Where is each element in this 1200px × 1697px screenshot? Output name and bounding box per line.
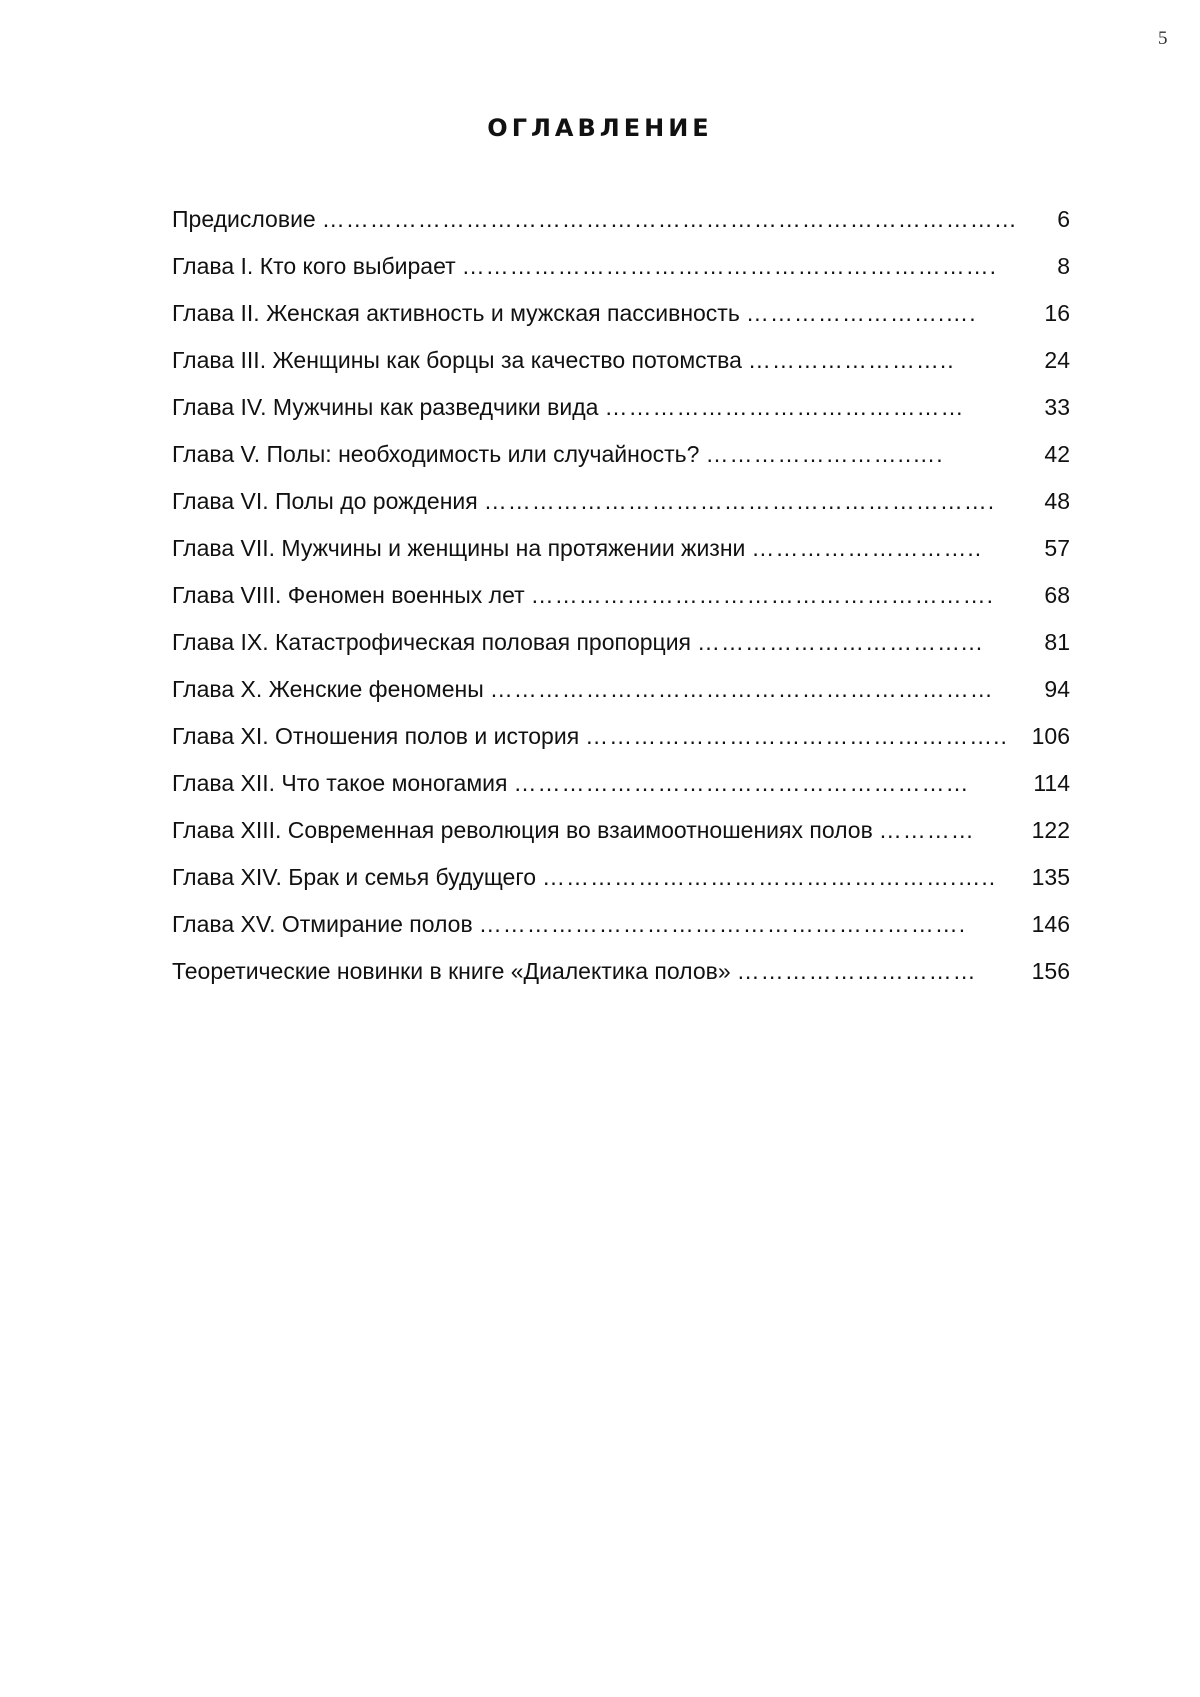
- toc-entry-title: Глава VII. Мужчины и женщины на протяжении жизни: [172, 525, 745, 572]
- toc-page-number: 24: [1044, 337, 1070, 384]
- toc-entry-title: Глава XIII. Современная революция во взаимоотношениях полов: [172, 807, 873, 854]
- toc-leader-dots: …………………………………………….…..: [542, 854, 1018, 901]
- toc-leader-dots: ………………………..: [751, 525, 1030, 572]
- toc-entry[interactable]: [172, 713, 1072, 760]
- toc-entry[interactable]: [172, 666, 1072, 713]
- toc-page-number: 156: [1032, 948, 1070, 995]
- toc-leader-dots: ……………………..….: [705, 431, 1030, 478]
- toc-entry-title: Глава V. Полы: необходимость или случайность?: [172, 431, 699, 478]
- toc-page-number: 146: [1032, 901, 1070, 948]
- toc-entry-title: Глава IV. Мужчины как разведчики вида: [172, 384, 598, 431]
- toc-entry[interactable]: [172, 478, 1072, 525]
- toc-leader-dots: ……………………………………………………….: [484, 478, 1031, 525]
- toc-entry-title: Предисловие: [172, 196, 316, 243]
- toc-entry[interactable]: [172, 337, 1072, 384]
- toc-entry[interactable]: [172, 619, 1072, 666]
- toc-leader-dots: ………………………………………………….: [531, 572, 1031, 619]
- toc-page-number: 6: [1057, 196, 1070, 243]
- toc-leader-dots: …………………………: [737, 948, 1018, 995]
- toc-page-number: 48: [1044, 478, 1070, 525]
- page-title: ОГЛАВЛЕНИЕ: [0, 114, 1200, 142]
- toc-entry-title: Глава IX. Катастрофическая половая пропорция: [172, 619, 691, 666]
- toc-leader-dots: …………………….….: [746, 290, 1031, 337]
- toc-entry[interactable]: [172, 854, 1072, 901]
- toc-entry-title: Глава VIII. Феномен военных лет: [172, 572, 525, 619]
- toc-entry[interactable]: [172, 290, 1072, 337]
- toc-page-number: 57: [1044, 525, 1070, 572]
- toc-page-number: 122: [1032, 807, 1070, 854]
- toc-leader-dots: …………………………………………………….: [479, 901, 1018, 948]
- toc-page-number: 33: [1044, 384, 1070, 431]
- toc-entry-title: Теоретические новинки в книге «Диалектика полов»: [172, 948, 731, 995]
- toc-entry-title: Глава III. Женщины как борцы за качество потомства: [172, 337, 742, 384]
- toc-leader-dots: ………………………………………………………: [490, 666, 1031, 713]
- toc-entry[interactable]: [172, 572, 1072, 619]
- toc-entry[interactable]: [172, 901, 1072, 948]
- toc-leader-dots: ………………………………………………………….: [462, 243, 1044, 290]
- toc-leader-dots: …………………………………………………: [513, 760, 1019, 807]
- toc-entry[interactable]: [172, 948, 1072, 995]
- toc-leader-dots: ……………………………………………..: [585, 713, 1017, 760]
- toc-leader-dots: ……………………………...: [697, 619, 1030, 666]
- toc-page-number: 81: [1044, 619, 1070, 666]
- toc-entry[interactable]: [172, 760, 1072, 807]
- toc-entry[interactable]: [172, 384, 1072, 431]
- toc-entry[interactable]: [172, 807, 1072, 854]
- toc-page-number: 114: [1033, 760, 1070, 807]
- toc-entry[interactable]: [172, 196, 1072, 243]
- toc-entry[interactable]: [172, 431, 1072, 478]
- toc-page-number: 94: [1044, 666, 1070, 713]
- table-of-contents: [172, 196, 1072, 995]
- toc-page-number: 42: [1044, 431, 1070, 478]
- toc-page-number: 16: [1044, 290, 1070, 337]
- toc-entry[interactable]: [172, 243, 1072, 290]
- toc-entry-title: Глава X. Женские феномены: [172, 666, 484, 713]
- toc-page-number: 135: [1032, 854, 1070, 901]
- toc-entry-title: Глава II. Женская активность и мужская пассивность: [172, 290, 740, 337]
- page-number: 5: [1158, 28, 1188, 50]
- toc-entry-title: Глава XI. Отношения полов и история: [172, 713, 579, 760]
- toc-leader-dots: ……………………..: [748, 337, 1030, 384]
- toc-entry-title: Глава XV. Отмирание полов: [172, 901, 473, 948]
- toc-page-number: 68: [1044, 572, 1070, 619]
- toc-page-number: 106: [1032, 713, 1070, 760]
- toc-entry-title: Глава XIV. Брак и семья будущего: [172, 854, 536, 901]
- toc-page-number: 8: [1057, 243, 1070, 290]
- toc-entry[interactable]: [172, 525, 1072, 572]
- toc-entry-title: Глава XII. Что такое моногамия: [172, 760, 507, 807]
- toc-leader-dots: ………………………………………: [604, 384, 1030, 431]
- toc-leader-dots: ……………………………………………………………………………: [322, 196, 1043, 243]
- toc-entry-title: Глава VI. Полы до рождения: [172, 478, 478, 525]
- toc-leader-dots: …………: [879, 807, 1018, 854]
- toc-entry-title: Глава I. Кто кого выбирает: [172, 243, 456, 290]
